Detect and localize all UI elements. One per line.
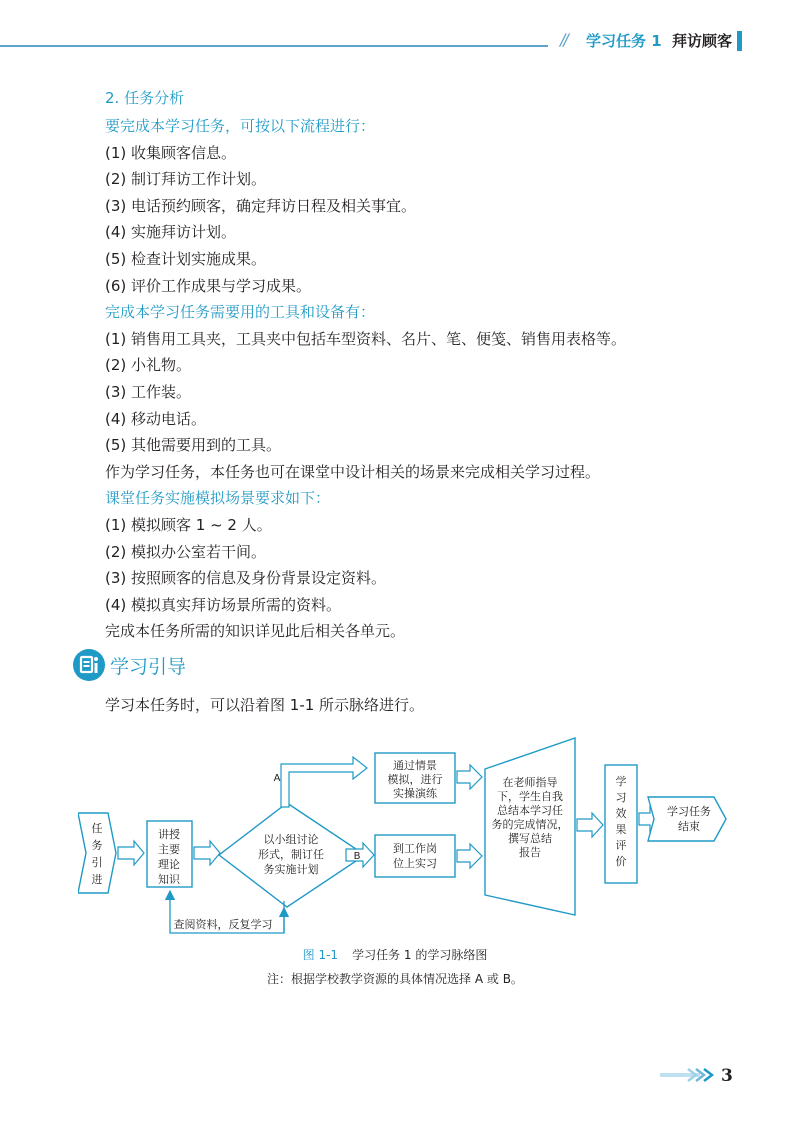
body-paragraph: (4) 模拟真实拜访场景所需的资料。 [105, 595, 342, 614]
learning-guide-icon [72, 648, 106, 682]
summary-text-line: 撰写总结 [508, 832, 552, 845]
body-paragraph: (5) 检查计划实施成果。 [105, 249, 267, 268]
start-text-line: 进 [91, 873, 103, 886]
body-paragraph: (3) 电话预约顾客，确定拜访日程及相关事宜。 [105, 196, 417, 215]
body-paragraph: (5) 其他需要用到的工具。 [105, 436, 282, 455]
body-paragraph: (4) 实施拜访计划。 [105, 223, 237, 242]
start-text-line: 任 [91, 822, 103, 835]
discuss-node-text [258, 832, 324, 876]
guide-title: 学习引导 [110, 656, 187, 678]
guide-intro: 学习本任务时，可以沿着图 1-1 所示脉络进行。 [105, 696, 425, 714]
page-number: 3 [721, 1066, 733, 1086]
teach-text-line: 理论 [158, 858, 180, 871]
simulate-text-line: 通过情景 [393, 759, 437, 772]
body-paragraph: 作为学习任务，本任务也可在课堂中设计相关的场景来完成相关学习过程。 [105, 462, 601, 481]
summary-text-line: 下，学生自我 [497, 790, 563, 803]
summary-text-line: 报告 [519, 846, 541, 859]
body-paragraph: 完成本任务所需的知识详见此后相关各单元。 [105, 622, 406, 641]
evaluate-text-line: 评 [615, 839, 627, 852]
path-a-arrow [281, 757, 367, 807]
teach-text-line: 讲授 [158, 828, 180, 841]
discuss-text-line: 形式，制订任 [258, 848, 324, 861]
start-text-line: 引 [91, 856, 103, 869]
path-b-label: B [353, 851, 361, 862]
learning-path-flowchart [78, 735, 728, 940]
arrow-start-to-teach [118, 841, 144, 865]
header-task-title: 拜访顾客 [672, 32, 733, 50]
simulate-text-line: 实操演练 [393, 787, 437, 800]
body-paragraph: (2) 模拟办公室若干间。 [105, 542, 267, 561]
end-text-line: 学习任务 [667, 805, 711, 818]
discuss-text-line: 务实施计划 [263, 863, 319, 876]
evaluate-text-line: 效 [615, 807, 627, 820]
arrow-simulate-to-summary [457, 765, 482, 789]
discuss-text-line: 以小组讨论 [263, 833, 319, 846]
teach-text-line: 知识 [158, 873, 180, 886]
simulate-text-line: 模拟，进行 [387, 773, 443, 786]
onsite-text-line: 到工作岗 [393, 842, 437, 855]
evaluate-text-line: 价 [615, 855, 627, 868]
end-text-line: 结束 [678, 820, 700, 833]
figure-title: 学习任务 1 的学习脉络图 [352, 948, 488, 962]
onsite-text-line: 位上实习 [393, 857, 437, 870]
body-paragraph: (2) 制订拜访工作计划。 [105, 170, 267, 189]
evaluate-text-line: 果 [615, 823, 627, 836]
section-title: 2. 任务分析 [105, 89, 185, 107]
main-content [105, 85, 685, 645]
arrow-teach-to-discuss [194, 841, 220, 865]
header-rule [0, 45, 548, 47]
accent-paragraph: 课堂任务实施模拟场景要求如下： [105, 489, 331, 508]
feedback-label: 查阅资料，反复学习 [173, 918, 273, 931]
path-a-label: A [273, 773, 281, 784]
header-task-label: 学习任务 1 [586, 32, 662, 50]
body-paragraph: (4) 移动电话。 [105, 409, 207, 428]
summary-text-line: 务的完成情况， [491, 818, 569, 831]
figure-caption [0, 946, 790, 963]
arrow-onsite-to-summary [457, 844, 482, 868]
body-paragraph: (1) 销售用工具夹，工具夹中包括车型资料、名片、笔、便笺、销售用表格等。 [105, 329, 627, 348]
teach-text-line: 主要 [158, 843, 180, 856]
evaluate-text-line: 习 [615, 791, 627, 804]
body-paragraph: (1) 收集顾客信息。 [105, 143, 237, 162]
body-paragraph: (6) 评价工作成果与学习成果。 [105, 276, 312, 295]
simulate-node-text [388, 758, 443, 800]
header-slash-decoration: // [560, 30, 567, 49]
figure-note: 注：根据学校教学资源的具体情况选择 A 或 B。 [267, 972, 523, 986]
start-text-line: 务 [91, 839, 103, 852]
body-paragraph: (2) 小礼物。 [105, 356, 192, 375]
body-paragraph: (3) 工作装。 [105, 382, 192, 401]
body-text [105, 113, 685, 645]
end-node [648, 797, 726, 841]
summary-text-line: 总结本学习任 [497, 804, 563, 817]
body-paragraph: (3) 按照顾客的信息及身份背景设定资料。 [105, 569, 387, 588]
body-paragraph: (1) 模拟顾客 1 ~ 2 人。 [105, 515, 272, 534]
evaluate-text-line: 学 [615, 775, 627, 788]
accent-paragraph: 完成本学习任务需要用的工具和设备有： [105, 303, 376, 322]
accent-paragraph: 要完成本学习任务，可按以下流程进行： [105, 117, 376, 135]
footer-arrows-icon [660, 1068, 716, 1082]
summary-text-line: 在老师指导 [502, 776, 558, 789]
header-accent-bar [737, 31, 742, 51]
figure-number: 图 1-1 [302, 948, 339, 962]
arrow-summary-to-evaluate [577, 813, 603, 837]
